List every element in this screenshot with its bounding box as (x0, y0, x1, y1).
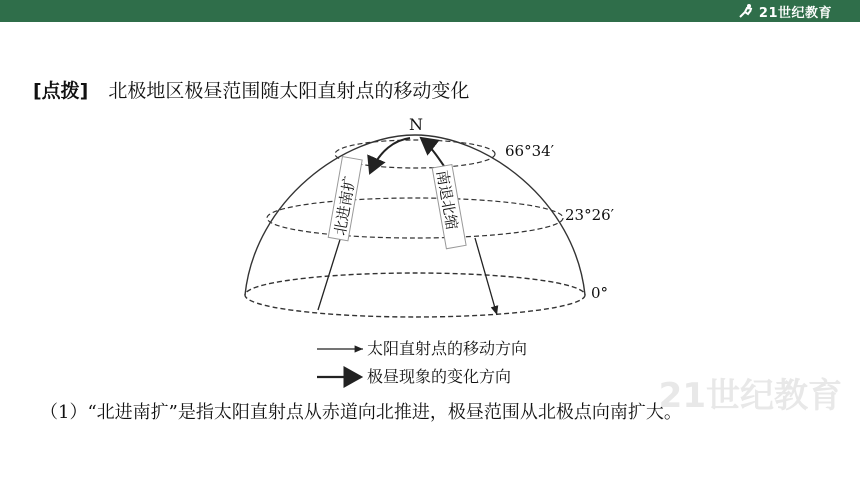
legend-polar-text: 极昼现象的变化方向 (367, 367, 512, 386)
tropic-ring (267, 198, 563, 238)
lat-equator-label: 0° (591, 284, 609, 302)
label-north-advance-text: 北进南扩 (330, 174, 360, 237)
site-logo (737, 2, 832, 20)
label-south-retreat-text: 南退北缩 (432, 168, 462, 232)
logo-brand: 21世纪教育 (758, 5, 832, 21)
equator-ring (245, 273, 585, 317)
arrow-south-retreat (475, 238, 497, 315)
label-south-retreat (432, 165, 466, 249)
heading-tag: [点拨] (33, 80, 89, 102)
runner-icon (737, 3, 755, 19)
label-north-advance (328, 157, 362, 241)
legend (317, 339, 527, 386)
pole-label: N (409, 115, 423, 134)
arrow-north-advance (318, 230, 343, 310)
page-heading (33, 76, 469, 103)
top-banner (0, 0, 860, 22)
heading-title: 北极地区极昼范围随太阳直射点的移动变化 (108, 80, 470, 102)
lat-tropic-label: 23°26′ (565, 206, 615, 224)
explanation-note: （1）“北进南扩”是指太阳直射点从赤道向北推进，极昼范围从北极点向南扩大。 (40, 402, 682, 423)
watermark: 21世纪教育 (658, 376, 842, 416)
polar-day-diagram (235, 110, 635, 395)
legend-sun-text: 太阳直射点的移动方向 (367, 339, 528, 358)
lat-arctic-label: 66°34′ (505, 142, 555, 160)
